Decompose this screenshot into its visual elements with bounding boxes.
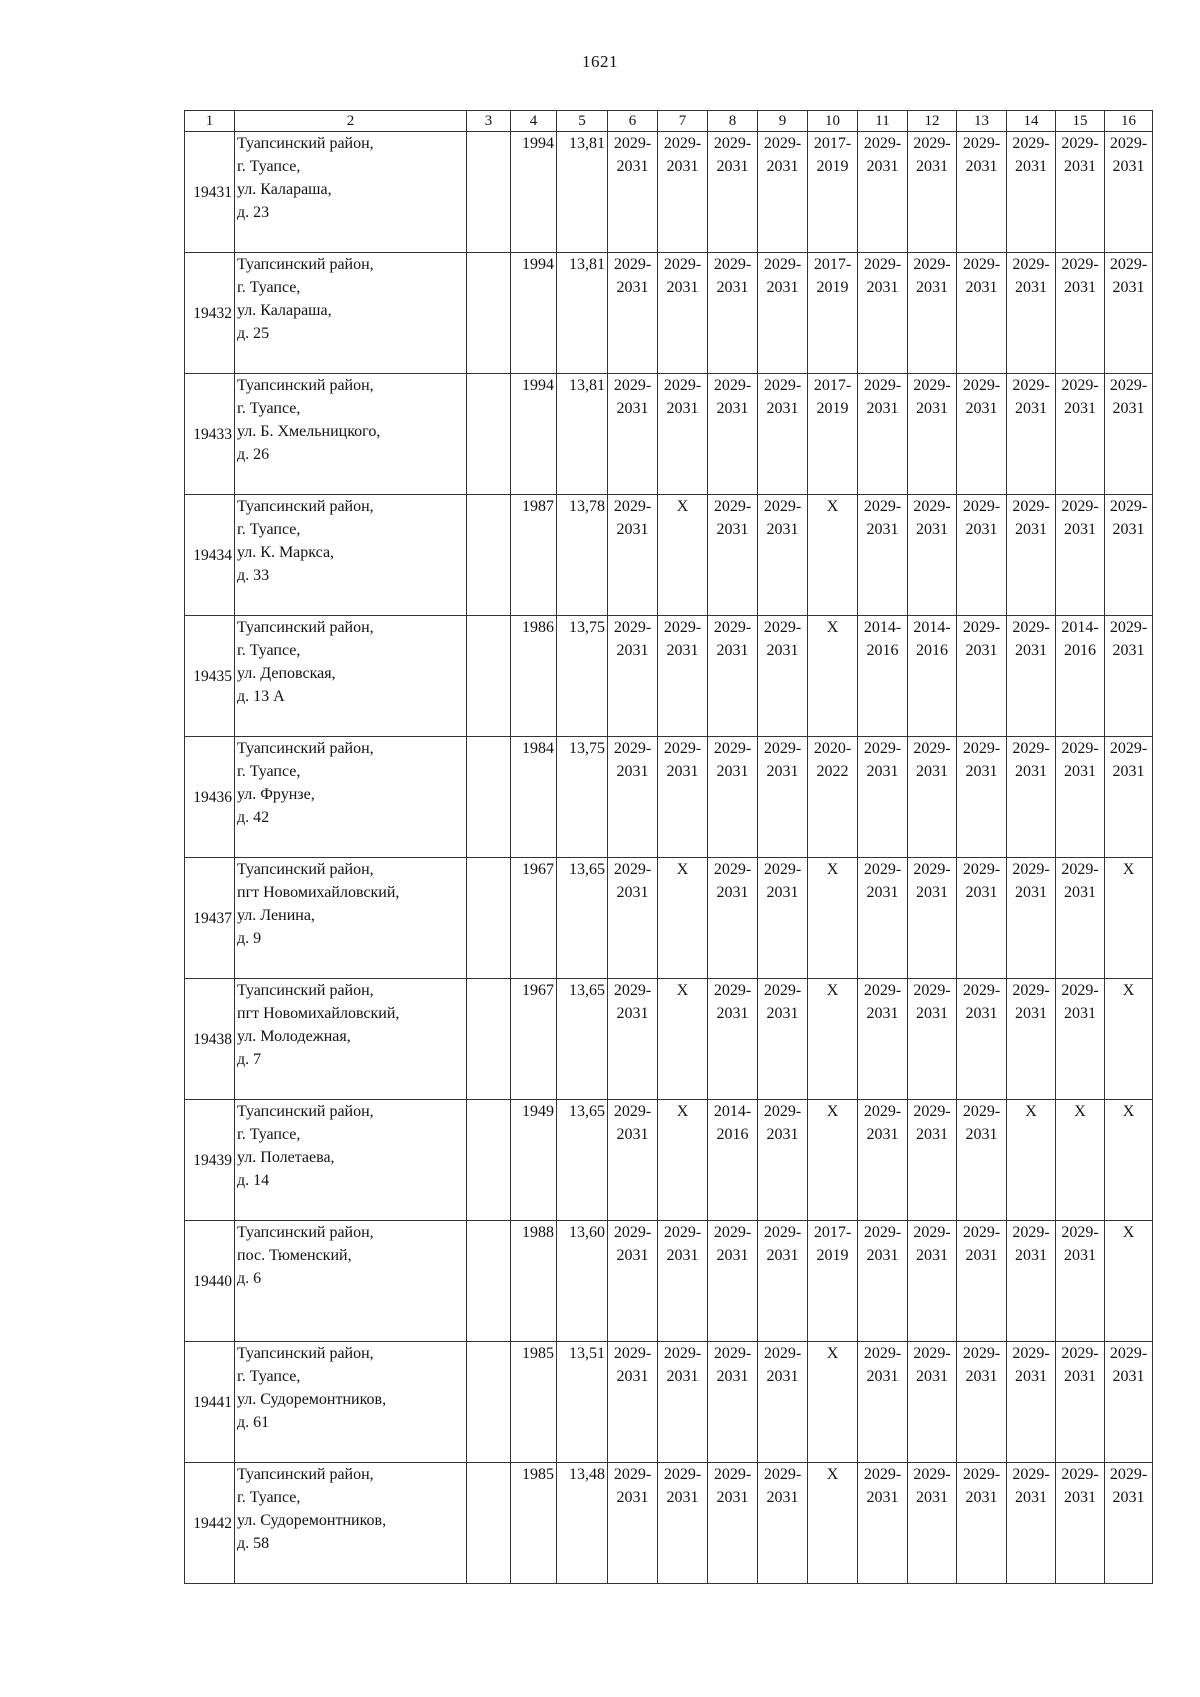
period-cell-col-8: 2029- 2031 xyxy=(708,1221,758,1342)
period-cell-col-10: Х xyxy=(808,1463,858,1584)
column-3-cell xyxy=(467,1100,511,1221)
year-cell: 1985 xyxy=(511,1463,557,1584)
year-cell: 1985 xyxy=(511,1342,557,1463)
period-cell-col-7: 2029- 2031 xyxy=(658,1342,708,1463)
period-cell-col-14: 2029- 2031 xyxy=(1007,616,1056,737)
year-cell: 1984 xyxy=(511,737,557,858)
period-cell-col-7: 2029- 2031 xyxy=(658,1463,708,1584)
area-cell: 13,51 xyxy=(557,1342,608,1463)
column-3-cell xyxy=(467,1342,511,1463)
period-cell-col-6: 2029- 2031 xyxy=(608,858,658,979)
area-cell: 13,81 xyxy=(557,374,608,495)
period-cell-col-7: 2029- 2031 xyxy=(658,132,708,253)
period-cell-col-15: 2029- 2031 xyxy=(1056,737,1105,858)
address-cell: Туапсинский район, пгт Новомихайловский, ул. Ленина, д. 9 xyxy=(235,858,467,979)
area-cell: 13,78 xyxy=(557,495,608,616)
period-cell-col-8: 2029- 2031 xyxy=(708,616,758,737)
period-cell-col-12: 2029- 2031 xyxy=(908,979,957,1100)
column-header-7: 7 xyxy=(658,111,708,132)
period-cell-col-14: 2029- 2031 xyxy=(1007,858,1056,979)
period-cell-col-13: 2029- 2031 xyxy=(957,737,1007,858)
period-cell-col-13: 2029- 2031 xyxy=(957,616,1007,737)
period-cell-col-10: Х xyxy=(808,979,858,1100)
row-number: 19435 xyxy=(185,616,235,737)
period-cell-col-9: 2029- 2031 xyxy=(758,1221,808,1342)
period-cell-col-10: Х xyxy=(808,1342,858,1463)
address-cell: Туапсинский район, г. Туапсе, ул. Судоремонтников, д. 61 xyxy=(235,1342,467,1463)
period-cell-col-6: 2029- 2031 xyxy=(608,979,658,1100)
header-row xyxy=(185,111,1153,132)
period-cell-col-16: Х xyxy=(1105,858,1153,979)
period-cell-col-8: 2029- 2031 xyxy=(708,1342,758,1463)
period-cell-col-15: 2029- 2031 xyxy=(1056,1463,1105,1584)
table-row xyxy=(185,374,1153,495)
year-cell: 1988 xyxy=(511,1221,557,1342)
period-cell-col-11: 2014- 2016 xyxy=(858,616,908,737)
period-cell-col-9: 2029- 2031 xyxy=(758,979,808,1100)
column-3-cell xyxy=(467,495,511,616)
period-cell-col-10: 2017- 2019 xyxy=(808,132,858,253)
period-cell-col-9: 2029- 2031 xyxy=(758,737,808,858)
period-cell-col-12: 2029- 2031 xyxy=(908,737,957,858)
area-cell: 13,48 xyxy=(557,1463,608,1584)
year-cell: 1967 xyxy=(511,979,557,1100)
period-cell-col-6: 2029- 2031 xyxy=(608,737,658,858)
row-number: 19438 xyxy=(185,979,235,1100)
address-cell: Туапсинский район, пгт Новомихайловский, ул. Молодежная, д. 7 xyxy=(235,979,467,1100)
row-number: 19442 xyxy=(185,1463,235,1584)
column-3-cell xyxy=(467,858,511,979)
period-cell-col-13: 2029- 2031 xyxy=(957,253,1007,374)
row-number: 19434 xyxy=(185,495,235,616)
period-cell-col-11: 2029- 2031 xyxy=(858,253,908,374)
period-cell-col-10: Х xyxy=(808,858,858,979)
period-cell-col-13: 2029- 2031 xyxy=(957,858,1007,979)
period-cell-col-16: 2029- 2031 xyxy=(1105,495,1153,616)
period-cell-col-12: 2029- 2031 xyxy=(908,495,957,616)
period-cell-col-16: Х xyxy=(1105,1100,1153,1221)
period-cell-col-11: 2029- 2031 xyxy=(858,495,908,616)
registry-table xyxy=(184,110,1153,1584)
period-cell-col-15: Х xyxy=(1056,1100,1105,1221)
column-header-2: 2 xyxy=(235,111,467,132)
column-header-1: 1 xyxy=(185,111,235,132)
address-cell: Туапсинский район, г. Туапсе, ул. Калараша, д. 23 xyxy=(235,132,467,253)
period-cell-col-6: 2029- 2031 xyxy=(608,495,658,616)
table-row xyxy=(185,495,1153,616)
period-cell-col-14: 2029- 2031 xyxy=(1007,1342,1056,1463)
table-row xyxy=(185,1221,1153,1342)
period-cell-col-13: 2029- 2031 xyxy=(957,1221,1007,1342)
column-header-3: 3 xyxy=(467,111,511,132)
period-cell-col-11: 2029- 2031 xyxy=(858,1221,908,1342)
period-cell-col-11: 2029- 2031 xyxy=(858,374,908,495)
period-cell-col-8: 2014- 2016 xyxy=(708,1100,758,1221)
period-cell-col-14: 2029- 2031 xyxy=(1007,495,1056,616)
area-cell: 13,65 xyxy=(557,979,608,1100)
period-cell-col-13: 2029- 2031 xyxy=(957,1342,1007,1463)
period-cell-col-14: 2029- 2031 xyxy=(1007,737,1056,858)
period-cell-col-11: 2029- 2031 xyxy=(858,737,908,858)
period-cell-col-6: 2029- 2031 xyxy=(608,253,658,374)
row-number: 19436 xyxy=(185,737,235,858)
column-header-8: 8 xyxy=(708,111,758,132)
period-cell-col-9: 2029- 2031 xyxy=(758,616,808,737)
period-cell-col-12: 2029- 2031 xyxy=(908,1100,957,1221)
address-cell: Туапсинский район, г. Туапсе, ул. Деповская, д. 13 А xyxy=(235,616,467,737)
period-cell-col-10: Х xyxy=(808,616,858,737)
column-header-5: 5 xyxy=(557,111,608,132)
period-cell-col-6: 2029- 2031 xyxy=(608,1463,658,1584)
period-cell-col-11: 2029- 2031 xyxy=(858,1100,908,1221)
address-cell: Туапсинский район, г. Туапсе, ул. Полетаева, д. 14 xyxy=(235,1100,467,1221)
period-cell-col-9: 2029- 2031 xyxy=(758,1342,808,1463)
period-cell-col-14: 2029- 2031 xyxy=(1007,1463,1056,1584)
column-header-14: 14 xyxy=(1007,111,1056,132)
period-cell-col-6: 2029- 2031 xyxy=(608,374,658,495)
period-cell-col-16: Х xyxy=(1105,979,1153,1100)
column-header-9: 9 xyxy=(758,111,808,132)
column-3-cell xyxy=(467,132,511,253)
period-cell-col-12: 2029- 2031 xyxy=(908,1463,957,1584)
address-cell: Туапсинский район, г. Туапсе, ул. Фрунзе, д. 42 xyxy=(235,737,467,858)
table-row xyxy=(185,253,1153,374)
period-cell-col-16: 2029- 2031 xyxy=(1105,374,1153,495)
period-cell-col-8: 2029- 2031 xyxy=(708,737,758,858)
period-cell-col-9: 2029- 2031 xyxy=(758,1100,808,1221)
row-number: 19432 xyxy=(185,253,235,374)
year-cell: 1994 xyxy=(511,374,557,495)
period-cell-col-8: 2029- 2031 xyxy=(708,253,758,374)
period-cell-col-8: 2029- 2031 xyxy=(708,979,758,1100)
area-cell: 13,75 xyxy=(557,616,608,737)
period-cell-col-13: 2029- 2031 xyxy=(957,979,1007,1100)
row-number: 19431 xyxy=(185,132,235,253)
period-cell-col-7: 2029- 2031 xyxy=(658,737,708,858)
period-cell-col-16: 2029- 2031 xyxy=(1105,1463,1153,1584)
period-cell-col-7: Х xyxy=(658,858,708,979)
year-cell: 1986 xyxy=(511,616,557,737)
period-cell-col-9: 2029- 2031 xyxy=(758,253,808,374)
period-cell-col-13: 2029- 2031 xyxy=(957,1463,1007,1584)
area-cell: 13,65 xyxy=(557,1100,608,1221)
period-cell-col-11: 2029- 2031 xyxy=(858,979,908,1100)
column-header-16: 16 xyxy=(1105,111,1153,132)
column-header-4: 4 xyxy=(511,111,557,132)
period-cell-col-6: 2029- 2031 xyxy=(608,616,658,737)
period-cell-col-16: 2029- 2031 xyxy=(1105,132,1153,253)
period-cell-col-8: 2029- 2031 xyxy=(708,132,758,253)
period-cell-col-10: 2017- 2019 xyxy=(808,374,858,495)
period-cell-col-7: Х xyxy=(658,495,708,616)
column-header-15: 15 xyxy=(1056,111,1105,132)
column-header-12: 12 xyxy=(908,111,957,132)
period-cell-col-12: 2014- 2016 xyxy=(908,616,957,737)
table-row xyxy=(185,1342,1153,1463)
period-cell-col-14: 2029- 2031 xyxy=(1007,132,1056,253)
period-cell-col-12: 2029- 2031 xyxy=(908,253,957,374)
period-cell-col-13: 2029- 2031 xyxy=(957,374,1007,495)
period-cell-col-11: 2029- 2031 xyxy=(858,1342,908,1463)
period-cell-col-12: 2029- 2031 xyxy=(908,1342,957,1463)
period-cell-col-12: 2029- 2031 xyxy=(908,1221,957,1342)
period-cell-col-16: 2029- 2031 xyxy=(1105,1342,1153,1463)
row-number: 19440 xyxy=(185,1221,235,1342)
period-cell-col-7: 2029- 2031 xyxy=(658,374,708,495)
area-cell: 13,60 xyxy=(557,1221,608,1342)
row-number: 19439 xyxy=(185,1100,235,1221)
row-number: 19441 xyxy=(185,1342,235,1463)
year-cell: 1967 xyxy=(511,858,557,979)
column-3-cell xyxy=(467,1221,511,1342)
period-cell-col-11: 2029- 2031 xyxy=(858,858,908,979)
period-cell-col-11: 2029- 2031 xyxy=(858,1463,908,1584)
period-cell-col-10: 2017- 2019 xyxy=(808,253,858,374)
period-cell-col-15: 2029- 2031 xyxy=(1056,495,1105,616)
period-cell-col-8: 2029- 2031 xyxy=(708,374,758,495)
column-header-10: 10 xyxy=(808,111,858,132)
column-3-cell xyxy=(467,374,511,495)
period-cell-col-15: 2029- 2031 xyxy=(1056,132,1105,253)
period-cell-col-9: 2029- 2031 xyxy=(758,495,808,616)
period-cell-col-15: 2029- 2031 xyxy=(1056,253,1105,374)
year-cell: 1994 xyxy=(511,132,557,253)
table-row xyxy=(185,858,1153,979)
address-cell: Туапсинский район, г. Туапсе, ул. Судоремонтников, д. 58 xyxy=(235,1463,467,1584)
period-cell-col-14: 2029- 2031 xyxy=(1007,253,1056,374)
year-cell: 1987 xyxy=(511,495,557,616)
period-cell-col-10: 2017- 2019 xyxy=(808,1221,858,1342)
period-cell-col-14: 2029- 2031 xyxy=(1007,374,1056,495)
year-cell: 1994 xyxy=(511,253,557,374)
table-row xyxy=(185,1463,1153,1584)
area-cell: 13,81 xyxy=(557,253,608,374)
page-number: 1621 xyxy=(582,52,618,71)
period-cell-col-15: 2029- 2031 xyxy=(1056,1342,1105,1463)
period-cell-col-11: 2029- 2031 xyxy=(858,132,908,253)
period-cell-col-14: Х xyxy=(1007,1100,1056,1221)
period-cell-col-14: 2029- 2031 xyxy=(1007,1221,1056,1342)
period-cell-col-9: 2029- 2031 xyxy=(758,858,808,979)
address-cell: Туапсинский район, пос. Тюменский, д. 6 xyxy=(235,1221,467,1342)
period-cell-col-6: 2029- 2031 xyxy=(608,1100,658,1221)
column-header-6: 6 xyxy=(608,111,658,132)
area-cell: 13,81 xyxy=(557,132,608,253)
column-3-cell xyxy=(467,1463,511,1584)
table-body xyxy=(185,132,1153,1584)
period-cell-col-10: Х xyxy=(808,495,858,616)
period-cell-col-15: 2029- 2031 xyxy=(1056,1221,1105,1342)
period-cell-col-15: 2029- 2031 xyxy=(1056,374,1105,495)
column-3-cell xyxy=(467,979,511,1100)
column-header-11: 11 xyxy=(858,111,908,132)
period-cell-col-12: 2029- 2031 xyxy=(908,132,957,253)
row-number: 19437 xyxy=(185,858,235,979)
table-row xyxy=(185,737,1153,858)
period-cell-col-14: 2029- 2031 xyxy=(1007,979,1056,1100)
year-cell: 1949 xyxy=(511,1100,557,1221)
period-cell-col-16: Х xyxy=(1105,1221,1153,1342)
period-cell-col-15: 2029- 2031 xyxy=(1056,979,1105,1100)
period-cell-col-8: 2029- 2031 xyxy=(708,495,758,616)
table-row xyxy=(185,616,1153,737)
period-cell-col-7: Х xyxy=(658,1100,708,1221)
period-cell-col-8: 2029- 2031 xyxy=(708,1463,758,1584)
period-cell-col-6: 2029- 2031 xyxy=(608,1342,658,1463)
address-cell: Туапсинский район, г. Туапсе, ул. К. Маркса, д. 33 xyxy=(235,495,467,616)
period-cell-col-13: 2029- 2031 xyxy=(957,495,1007,616)
period-cell-col-6: 2029- 2031 xyxy=(608,1221,658,1342)
period-cell-col-7: 2029- 2031 xyxy=(658,253,708,374)
period-cell-col-9: 2029- 2031 xyxy=(758,1463,808,1584)
table-row xyxy=(185,979,1153,1100)
period-cell-col-6: 2029- 2031 xyxy=(608,132,658,253)
row-number: 19433 xyxy=(185,374,235,495)
period-cell-col-7: 2029- 2031 xyxy=(658,616,708,737)
period-cell-col-9: 2029- 2031 xyxy=(758,374,808,495)
period-cell-col-16: 2029- 2031 xyxy=(1105,253,1153,374)
period-cell-col-10: Х xyxy=(808,1100,858,1221)
column-header-13: 13 xyxy=(957,111,1007,132)
column-3-cell xyxy=(467,616,511,737)
period-cell-col-16: 2029- 2031 xyxy=(1105,737,1153,858)
area-cell: 13,75 xyxy=(557,737,608,858)
column-3-cell xyxy=(467,253,511,374)
address-cell: Туапсинский район, г. Туапсе, ул. Б. Хмельницкого, д. 26 xyxy=(235,374,467,495)
period-cell-col-10: 2020- 2022 xyxy=(808,737,858,858)
column-3-cell xyxy=(467,737,511,858)
period-cell-col-7: 2029- 2031 xyxy=(658,1221,708,1342)
period-cell-col-15: 2029- 2031 xyxy=(1056,858,1105,979)
period-cell-col-8: 2029- 2031 xyxy=(708,858,758,979)
period-cell-col-16: 2029- 2031 xyxy=(1105,616,1153,737)
period-cell-col-12: 2029- 2031 xyxy=(908,374,957,495)
period-cell-col-13: 2029- 2031 xyxy=(957,1100,1007,1221)
area-cell: 13,65 xyxy=(557,858,608,979)
period-cell-col-13: 2029- 2031 xyxy=(957,132,1007,253)
period-cell-col-7: Х xyxy=(658,979,708,1100)
address-cell: Туапсинский район, г. Туапсе, ул. Калараша, д. 25 xyxy=(235,253,467,374)
period-cell-col-12: 2029- 2031 xyxy=(908,858,957,979)
period-cell-col-9: 2029- 2031 xyxy=(758,132,808,253)
period-cell-col-15: 2014- 2016 xyxy=(1056,616,1105,737)
table-row xyxy=(185,132,1153,253)
table-row xyxy=(185,1100,1153,1221)
